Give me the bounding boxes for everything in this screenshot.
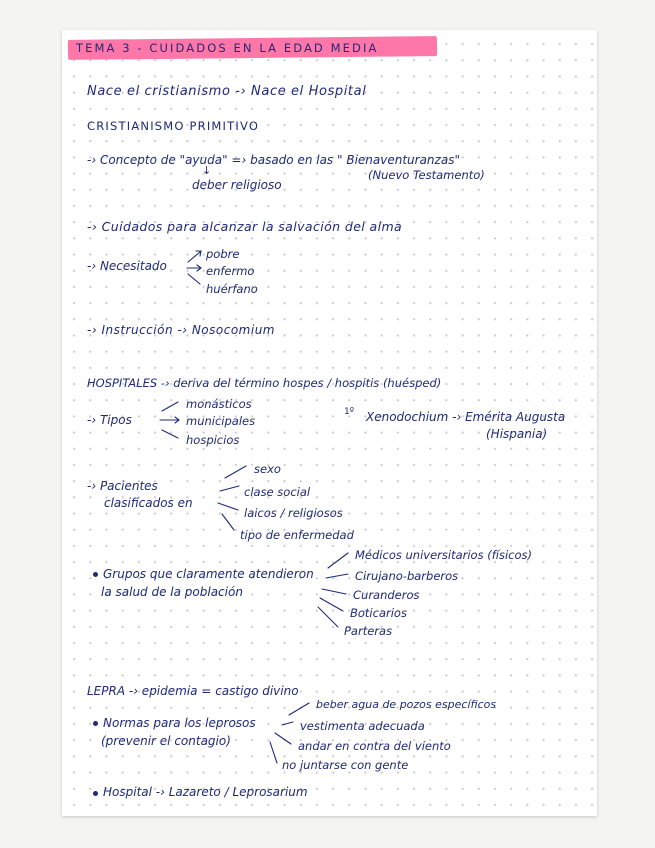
pacientes-label: -› Pacientes xyxy=(87,479,158,493)
arrow-grupos-3 xyxy=(322,589,346,594)
arrow-pacientes-3 xyxy=(218,503,238,510)
grupos-item: Médicos universitarios (físicos) xyxy=(355,548,532,562)
normas-item: vestimenta adecuada xyxy=(300,719,425,733)
tipos-label: -› Tipos xyxy=(87,413,132,427)
arrow-pacientes-4 xyxy=(222,514,234,530)
necesitado-item: huérfano xyxy=(206,282,258,296)
arrow-tipos-1 xyxy=(162,402,178,411)
pacientes-item: clase social xyxy=(244,485,311,499)
arrow-pacientes-1 xyxy=(225,466,246,478)
hospitales-line: HOSPITALES -› deriva del término hospes / hospitis (huésped) xyxy=(87,376,442,390)
arrow-normas-1 xyxy=(289,703,309,715)
grupos-item: Boticarios xyxy=(350,606,407,620)
grupos-item: Parteras xyxy=(344,624,393,638)
arrow-grupos-2 xyxy=(326,574,348,578)
pacientes-label-2: clasificados en xyxy=(104,496,193,510)
nuevo-testamento: (Nuevo Testamento) xyxy=(368,168,485,182)
deber-religioso: deber religioso xyxy=(192,178,282,192)
arrow-tipos-2 xyxy=(160,417,179,423)
normas-item: no juntarse con gente xyxy=(282,758,409,772)
necesitado-item: pobre xyxy=(206,247,240,261)
arrow-normas-4 xyxy=(270,742,277,763)
tipos-item: municipales xyxy=(186,414,256,428)
normas-label-2: (prevenir el contagio) xyxy=(101,734,231,748)
pacientes-item: sexo xyxy=(254,462,281,476)
lepra-line: LEPRA -› epidemia = castigo divino xyxy=(87,684,299,698)
arrow-normas-2 xyxy=(282,722,293,725)
grupos-label-2: la salud de la población xyxy=(101,585,243,599)
tipos-item: hospicios xyxy=(186,433,240,447)
grupos-item: Curanderos xyxy=(353,588,420,602)
hispania: (Hispania) xyxy=(486,427,548,441)
grupos-label: Grupos que claramente atendieron xyxy=(103,567,314,581)
arrow-necesitado-2 xyxy=(187,265,201,271)
first-mark: 1º xyxy=(344,407,354,417)
pacientes-item: tipo de enfermedad xyxy=(240,528,354,542)
normas-label: Normas para los leprosos xyxy=(103,716,256,730)
pacientes-item: laicos / religiosos xyxy=(244,506,343,520)
normas-item: beber agua de pozos específicos xyxy=(316,698,497,711)
necesitado-item: enfermo xyxy=(206,264,255,278)
arrow-grupos-1 xyxy=(328,553,348,568)
arrow-tipos-3 xyxy=(162,430,178,438)
arrow-down-icon: ↓ xyxy=(202,164,212,177)
arrow-pacientes-2 xyxy=(220,486,239,491)
instruccion-line: -› Instrucción -› Nosocomium xyxy=(87,323,275,337)
cuidados-line: -› Cuidados para alcanzar la salvación del alma xyxy=(87,219,403,234)
arrow-necesitado-3 xyxy=(188,274,200,284)
xenodochium-line: Xenodochium -› Emérita Augusta xyxy=(366,410,566,424)
intro-line: Nace el cristianismo -› Nace el Hospital xyxy=(87,84,367,99)
arrow-normas-3 xyxy=(275,733,291,744)
normas-item: andar en contra del viento xyxy=(298,739,451,753)
tipos-item: monásticos xyxy=(186,397,252,411)
grupos-item: Cirujano-barberos xyxy=(355,569,459,583)
page-title: TEMA 3 - CUIDADOS EN LA EDAD MEDIA xyxy=(76,41,379,55)
heading-cristianismo: CRISTIANISMO PRIMITIVO xyxy=(87,119,260,133)
arrow-grupos-4 xyxy=(320,598,343,611)
necesitado-label: -› Necesitado xyxy=(87,259,167,273)
arrow-grupos-5 xyxy=(318,607,338,627)
concepto-line: -› Concepto de "ayuda" =› basado en las " Bienaventuranzas" xyxy=(87,153,460,167)
arrow-necesitado-1 xyxy=(188,251,201,262)
hospital-line: Hospital -› Lazareto / Leprosarium xyxy=(103,785,308,799)
